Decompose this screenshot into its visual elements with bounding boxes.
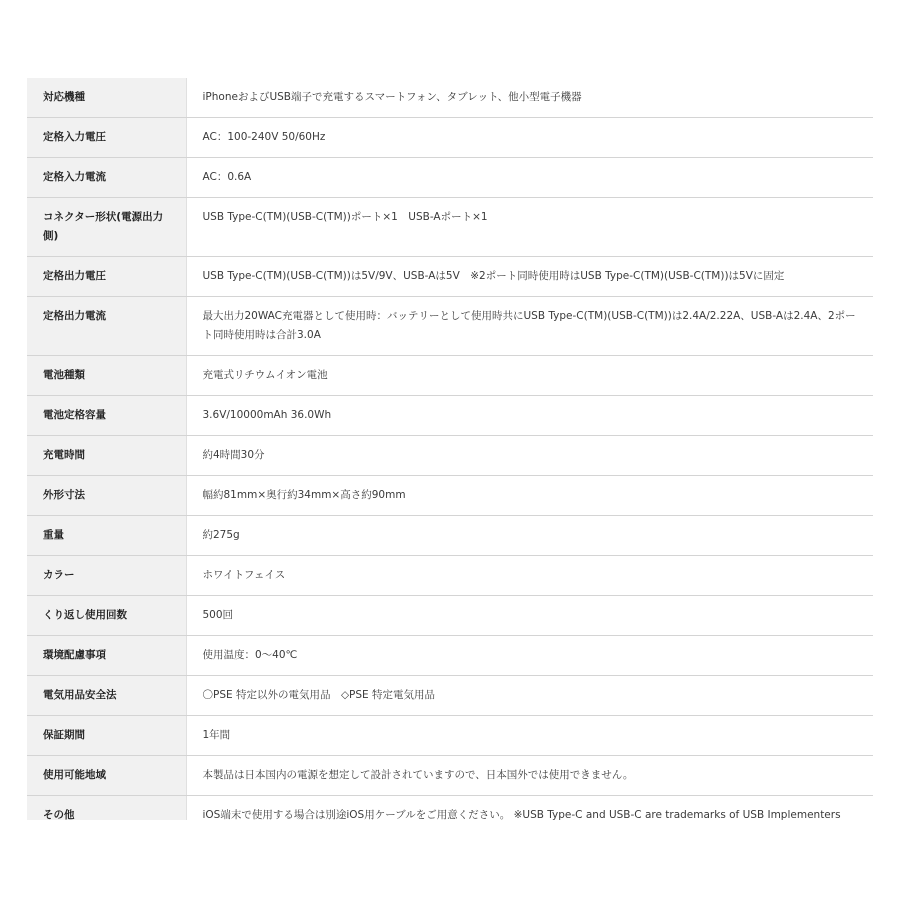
spec-label: 重量 — [27, 516, 186, 556]
spec-row-dimensions — [27, 476, 873, 516]
spec-row-rated-output-current — [27, 297, 873, 356]
spec-row-pse — [27, 676, 873, 716]
spec-label: 保証期間 — [27, 716, 186, 756]
spec-row-charging-time — [27, 436, 873, 476]
spec-row-compatible-devices — [27, 78, 873, 118]
spec-value: 約4時間30分 — [186, 436, 873, 476]
spec-value: 500回 — [186, 596, 873, 636]
spec-row-rated-input-voltage — [27, 118, 873, 158]
spec-label: 定格入力電流 — [27, 158, 186, 198]
spec-label: 電気用品安全法 — [27, 676, 186, 716]
spec-row-other — [27, 796, 873, 821]
spec-value: 1年間 — [186, 716, 873, 756]
spec-value: AC：0.6A — [186, 158, 873, 198]
spec-label: 電池定格容量 — [27, 396, 186, 436]
spec-row-weight — [27, 516, 873, 556]
spec-row-rated-output-voltage — [27, 257, 873, 297]
spec-label: 充電時間 — [27, 436, 186, 476]
spec-value: USB Type-C(TM)(USB-C(TM))ポート×1 USB-Aポート×1 — [186, 198, 873, 257]
spec-value: 3.6V/10000mAh 36.0Wh — [186, 396, 873, 436]
spec-value: 最大出力20WAC充電器として使用時：バッテリーとして使用時共にUSB Type-C(TM)(USB-C(TM))は2.4A/2.22A、USB-Aは2.4A、2ポート同時使用時は合計3.0A — [186, 297, 873, 356]
spec-value: iPhoneおよびUSB端子で充電するスマートフォン、タブレット、他小型電子機器 — [186, 78, 873, 118]
spec-value: 約275g — [186, 516, 873, 556]
spec-value: 使用温度：0〜40℃ — [186, 636, 873, 676]
spec-label: その他 — [27, 796, 186, 821]
spec-label: コネクター形状(電源出力側) — [27, 198, 186, 257]
spec-value: AC：100-240V 50/60Hz — [186, 118, 873, 158]
spec-row-connector-type — [27, 198, 873, 257]
spec-row-warranty — [27, 716, 873, 756]
spec-table-container — [27, 78, 873, 820]
spec-value: 幅約81mm×奥行約34mm×高さ約90mm — [186, 476, 873, 516]
spec-value: 充電式リチウムイオン電池 — [186, 356, 873, 396]
spec-value: 〇PSE 特定以外の電気用品 ◇PSE 特定電気用品 — [186, 676, 873, 716]
spec-row-battery-type — [27, 356, 873, 396]
spec-value: iOS端末で使用する場合は別途iOS用ケーブルをご用意ください。 ※USB Type-C and USB-C are trademarks of USB Implementers — [186, 796, 873, 821]
spec-label: 電池種類 — [27, 356, 186, 396]
spec-label: カラー — [27, 556, 186, 596]
spec-row-color — [27, 556, 873, 596]
spec-row-rated-input-current — [27, 158, 873, 198]
spec-label: 対応機種 — [27, 78, 186, 118]
spec-row-usable-region — [27, 756, 873, 796]
spec-row-cycle-count — [27, 596, 873, 636]
spec-label: 定格出力電流 — [27, 297, 186, 356]
spec-value: USB Type-C(TM)(USB-C(TM))は5V/9V、USB-Aは5V ※2ポート同時使用時はUSB Type-C(TM)(USB-C(TM))は5Vに固定 — [186, 257, 873, 297]
spec-label: 定格入力電圧 — [27, 118, 186, 158]
spec-value: 本製品は日本国内の電源を想定して設計されていますので、日本国外では使用できません。 — [186, 756, 873, 796]
spec-value: ホワイトフェイス — [186, 556, 873, 596]
spec-label: 定格出力電圧 — [27, 257, 186, 297]
spec-label: くり返し使用回数 — [27, 596, 186, 636]
spec-label: 環境配慮事項 — [27, 636, 186, 676]
spec-label: 外形寸法 — [27, 476, 186, 516]
spec-row-battery-capacity — [27, 396, 873, 436]
spec-row-environment — [27, 636, 873, 676]
spec-label: 使用可能地域 — [27, 756, 186, 796]
spec-table — [27, 78, 873, 820]
